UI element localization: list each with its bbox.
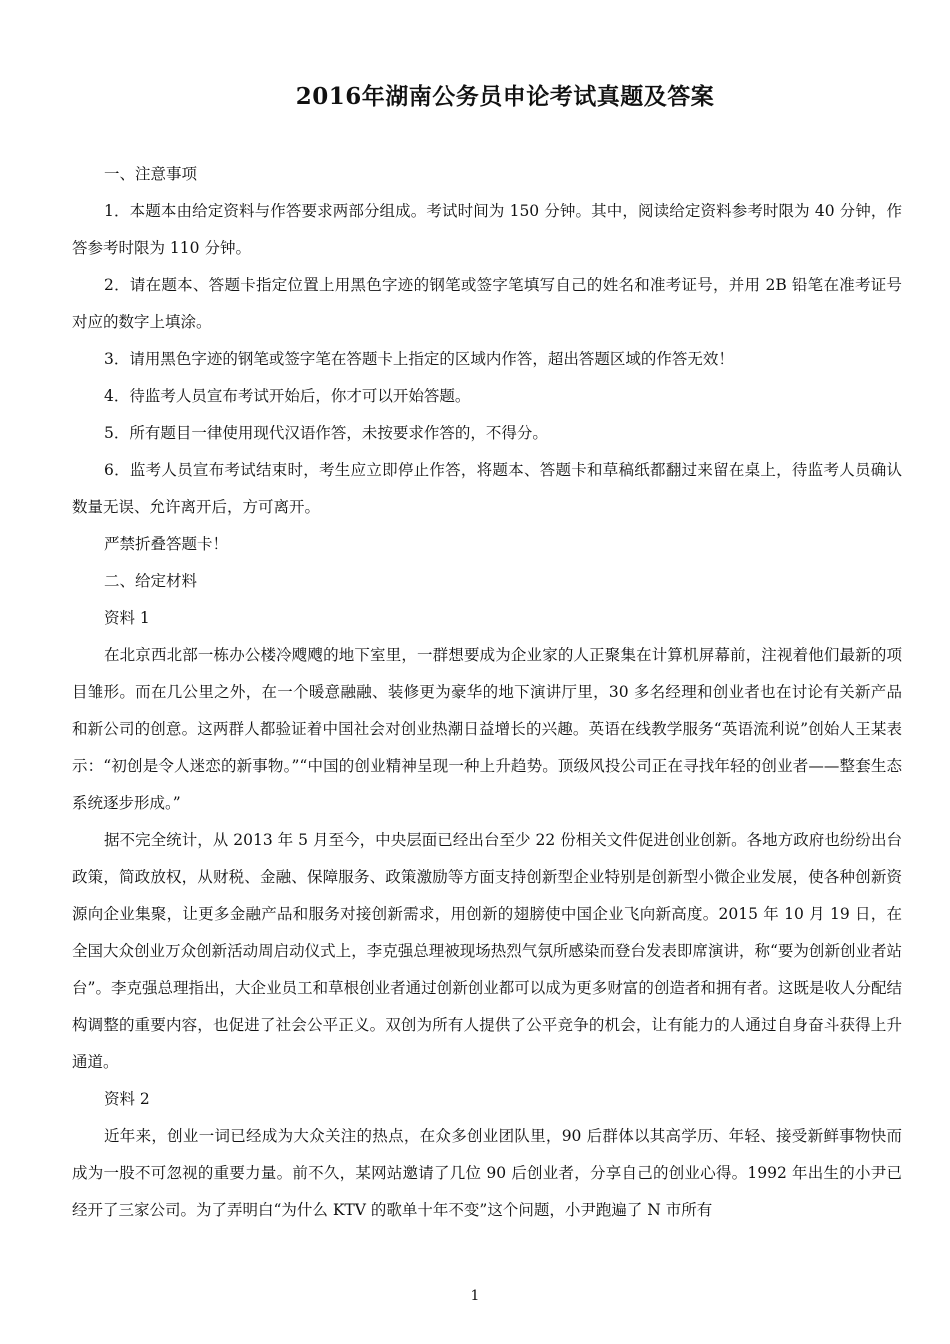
document-title: 2016年湖南公务员申论考试真题及答案: [295, 83, 715, 110]
note-item-3: 3．请用黑色字迹的钢笔或签字笔在答题卡上指定的区域内作答，超出答题区域的作答无效！: [104, 350, 734, 368]
material-1-label: 资料 1: [104, 609, 150, 627]
note-item-2: 2．请在题本、答题卡指定位置上用黑色字迹的钢笔或签字笔填写自己的姓名和准考证号，并用 2B 铅笔在准考证号对应的数字上填涂。: [72, 276, 902, 331]
note-item-6: 6．监考人员宣布考试结束时，考生应立即停止作答，将题本、答题卡和草稿纸都翻过来留在桌上，待监考人员确认数量无误、允许离开后，方可离开。: [72, 461, 902, 516]
note-item-1: 1．本题本由给定资料与作答要求两部分组成。考试时间为 150 分钟。其中，阅读给定资料参考时限为 40 分钟，作答参考时限为 110 分钟。: [72, 202, 902, 257]
section-heading-materials: 二、给定材料: [104, 572, 198, 590]
material-1-paragraph-2: 据不完全统计，从 2013 年 5 月至今，中央层面已经出台至少 22 份相关文件促进创业创新。各地方政府也纷纷出台政策，简政放权，从财税、金融、保障服务、政策激励等方面支持创新型企业特别是创新型小微企业发展，使各种创新资源向企业集聚，让更多金融产品和服务对接创新需求，用创新的翅膀使中国企业飞向新高度。2015 年 10 月 19 日，在全国大众创业万众创新活动周启动仪式上，李克强总理被现场热烈气氛所感染而登台发表即席演讲，称“要为创新创业者站台”。李克强总理指出，大企业员工和草根创业者通过创新创业都可以成为更多财富的创造者和拥有者。这既是收人分配结构调整的重要内容，也促进了社会公平正义。双创为所有人提供了公平竞争的机会，让有能力的人通过自身奋斗获得上升通道。: [72, 831, 902, 1071]
material-2-label: 资料 2: [104, 1090, 150, 1108]
note-item-4: 4．待监考人员宣布考试开始后，你才可以开始答题。: [104, 387, 471, 405]
note-item-5: 5．所有题目一律使用现代汉语作答，未按要求作答的，不得分。: [104, 424, 548, 442]
warning-text: 严禁折叠答题卡！: [104, 535, 229, 553]
material-1-paragraph-1: 在北京西北部一栋办公楼冷飕飕的地下室里，一群想要成为企业家的人正聚集在计算机屏幕前，注视着他们最新的项目雏形。而在几公里之外，在一个暖意融融、装修更为豪华的地下演讲厅里，30 多名经理和创业者也在讨论有关新产品和新公司的创意。这两群人都验证着中国社会对创业热潮日益增长的兴趣。英语在线教学服务“英语流利说”创始人王某表示：“初创是令人迷恋的新事物。”“中国的创业精神呈现一种上升趋势。顶级风投公司正在寻找年轻的创业者——整套生态系统逐步形成。”: [72, 646, 902, 812]
page-number: 1: [470, 1288, 480, 1304]
document-body: [72, 156, 902, 1229]
material-2-paragraph-1: 近年来，创业一词已经成为大众关注的热点，在众多创业团队里，90 后群体以其高学历、年轻、接受新鲜事物快而成为一股不可忽视的重要力量。前不久，某网站邀请了几位 90 后创业者，分享自己的创业心得。1992 年出生的小尹已经开了三家公司。为了弄明白“为什么 KTV 的歌单十年不变”这个问题，小尹跑遍了 N 市所有: [72, 1127, 902, 1219]
section-heading-notes: 一、注意事项: [104, 165, 198, 183]
